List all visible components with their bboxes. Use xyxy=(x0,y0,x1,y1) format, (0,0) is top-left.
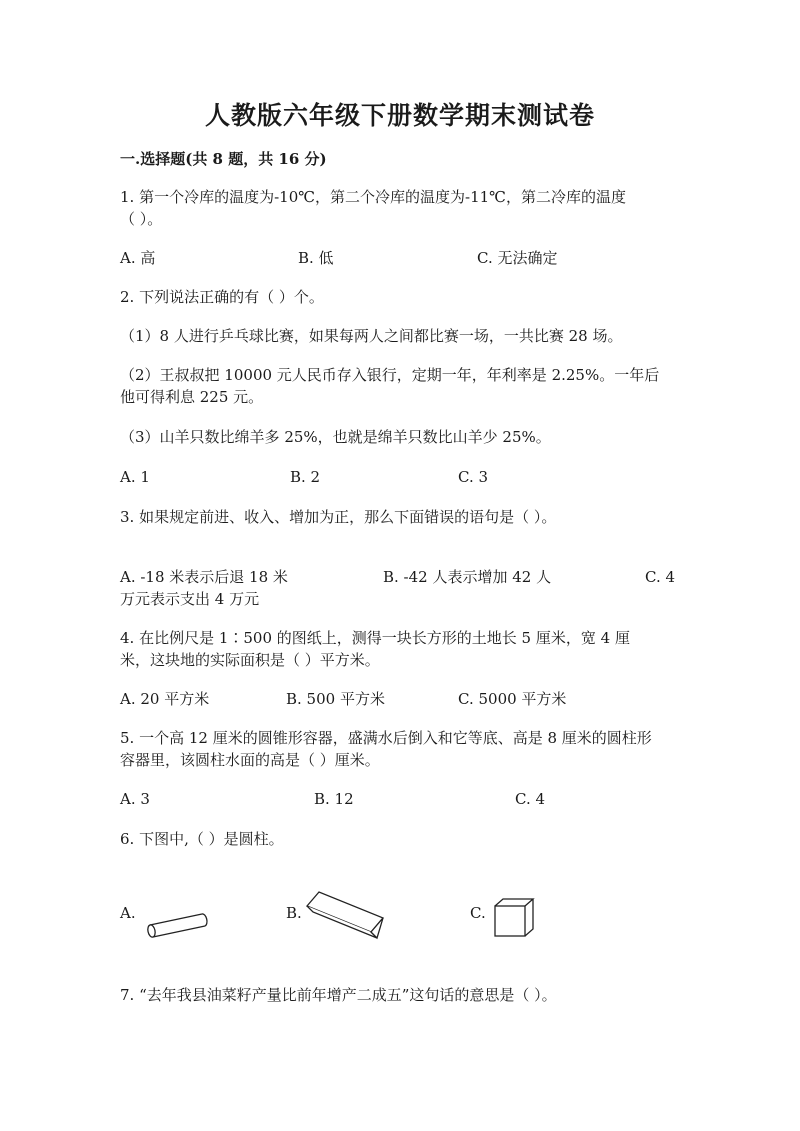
q3-stem: 3. 如果规定前进、收入、增加为正，那么下面错误的语句是（ ）。 xyxy=(120,508,557,526)
q5-stem-line1: 5. 一个高 12 厘米的圆锥形容器，盛满水后倒入和它等底、高是 8 厘米的圆柱形 xyxy=(120,729,652,747)
cylinder-figure xyxy=(143,910,213,942)
q1-option-b: B. 低 xyxy=(298,249,334,267)
q2-statement-2-line1: （2）王叔叔把 10000 元人民币存入银行，定期一年，年利率是 2.25%。一年后 xyxy=(120,366,660,384)
q3-option-c-continued: 万元表示支出 4 万元 xyxy=(120,590,260,608)
q2-statement-1: （1）8 人进行乒乓球比赛，如果每两人之间都比赛一场，一共比赛 28 场。 xyxy=(120,327,623,345)
q6-option-a-label: A. xyxy=(120,904,136,922)
page-title: 人教版六年级下册数学期末测试卷 xyxy=(204,101,595,130)
q2-option-a: A. 1 xyxy=(120,468,150,486)
q6-stem: 6. 下图中,（ ）是圆柱。 xyxy=(120,830,284,848)
q4-option-a: A. 20 平方米 xyxy=(120,690,210,708)
q4-stem-line1: 4. 在比例尺是 1∶500 的图纸上，测得一块长方形的土地长 5 厘米，宽 4 厘 xyxy=(120,629,630,647)
q1-option-c: C. 无法确定 xyxy=(477,249,558,267)
q4-option-b: B. 500 平方米 xyxy=(286,690,385,708)
q2-statement-2-line2: 他可得利息 225 元。 xyxy=(120,388,264,406)
q5-stem-line2: 容器里，该圆柱水面的高是（ ）厘米。 xyxy=(120,751,380,769)
q2-statement-3: （3）山羊只数比绵羊多 25%，也就是绵羊只数比山羊少 25%。 xyxy=(120,428,551,446)
section-heading: 一.选择题(共 8 题，共 16 分) xyxy=(120,150,327,168)
q1-stem-line2: （ ）。 xyxy=(120,210,163,228)
q6-option-c-label: C. xyxy=(470,904,486,922)
q2-option-c: C. 3 xyxy=(458,468,489,486)
q2-option-b: B. 2 xyxy=(290,468,321,486)
q1-option-a: A. 高 xyxy=(120,249,156,267)
q1-stem-line1: 1. 第一个冷库的温度为-10℃，第二个冷库的温度为-11℃，第二冷库的温度 xyxy=(120,188,626,206)
q5-option-c: C. 4 xyxy=(515,790,546,808)
q6-option-b-label: B. xyxy=(286,904,302,922)
triangular-prism-figure xyxy=(303,888,385,942)
q3-option-b: B. -42 人表示增加 42 人 xyxy=(383,568,552,586)
q4-stem-line2: 米，这块地的实际面积是（ ）平方米。 xyxy=(120,651,380,669)
q2-stem: 2. 下列说法正确的有（ ）个。 xyxy=(120,288,324,306)
q3-option-a: A. -18 米表示后退 18 米 xyxy=(120,568,288,586)
q5-option-a: A. 3 xyxy=(120,790,150,808)
q7-stem: 7. “去年我县油菜籽产量比前年增产二成五”这句话的意思是（ ）。 xyxy=(120,986,557,1004)
q4-option-c: C. 5000 平方米 xyxy=(458,690,567,708)
q3-option-c: C. 4 xyxy=(645,568,676,586)
cube-figure xyxy=(492,896,536,940)
q5-option-b: B. 12 xyxy=(314,790,354,808)
